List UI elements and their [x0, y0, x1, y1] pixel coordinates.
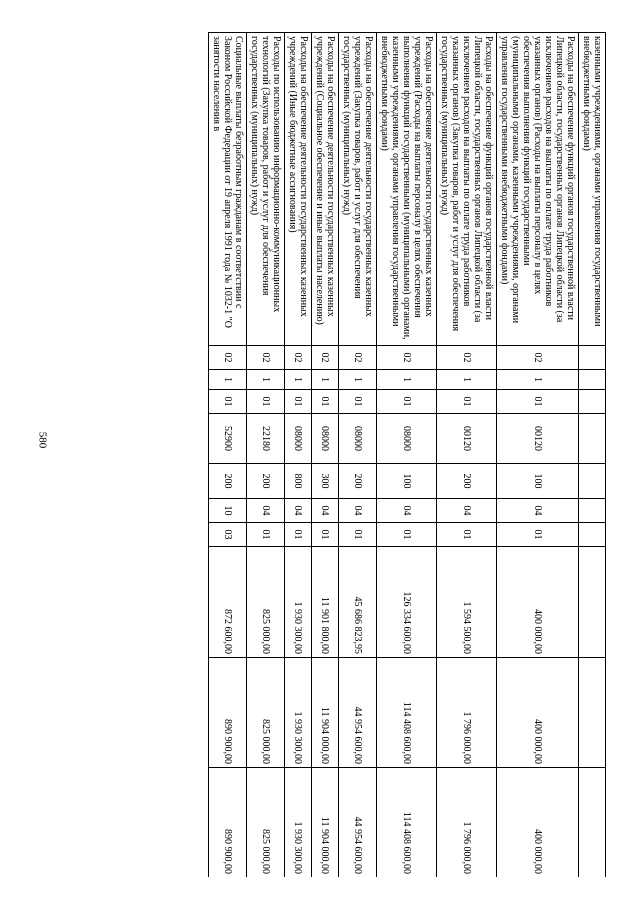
- page-number: 580: [36, 431, 49, 449]
- code-subprogram: 1: [377, 370, 437, 390]
- code-program: 02: [285, 346, 312, 370]
- code-subsection: [579, 523, 606, 547]
- amount-year-3: 825 000,00: [247, 768, 285, 878]
- code-direction: 08000: [312, 414, 339, 464]
- amount-year-1: [579, 547, 606, 658]
- code-program: 02: [339, 346, 377, 370]
- table-row: [579, 33, 606, 878]
- table-container: [68, 32, 606, 877]
- amount-year-1: 872 600,00: [209, 547, 247, 658]
- code-main-event: 01: [377, 390, 437, 414]
- code-section: 04: [339, 499, 377, 523]
- code-program: 02: [437, 346, 497, 370]
- code-expense-type: 200: [247, 464, 285, 499]
- code-program: 02: [497, 346, 579, 370]
- code-subsection: 01: [437, 523, 497, 547]
- row-name: Расходы по использованию информационно-коммуникационных технологий (Закупка товаров, работ и услуг для обеспечения государственных (муниципальных) нужд): [247, 33, 285, 346]
- code-subsection: 01: [497, 523, 579, 547]
- code-expense-type: 100: [497, 464, 579, 499]
- table-row: [497, 33, 579, 878]
- code-main-event: 01: [497, 390, 579, 414]
- code-expense-type: 100: [377, 464, 437, 499]
- code-expense-type: 200: [339, 464, 377, 499]
- amount-year-1: 126 334 600,00: [377, 547, 437, 658]
- code-program: 02: [377, 346, 437, 370]
- code-subsection: 01: [285, 523, 312, 547]
- code-section: [579, 499, 606, 523]
- code-section: 04: [377, 499, 437, 523]
- code-subprogram: 1: [312, 370, 339, 390]
- row-name: Расходы на обеспечение деятельности государственных казенных учреждений (Закупка товаров, работ и услуг для обеспечения государственных (муниципальных) нужд): [339, 33, 377, 346]
- amount-year-2: 1 796 000,00: [437, 658, 497, 768]
- amount-year-2: 44 954 600,00: [339, 658, 377, 768]
- table-row: [437, 33, 497, 878]
- amount-year-3: 400 000,00: [497, 768, 579, 878]
- table-row: [209, 33, 247, 878]
- code-direction: 00120: [497, 414, 579, 464]
- code-main-event: 01: [247, 390, 285, 414]
- code-section: 04: [285, 499, 312, 523]
- code-section: 04: [437, 499, 497, 523]
- code-section: 04: [312, 499, 339, 523]
- code-direction: 00120: [437, 414, 497, 464]
- budget-table: [208, 32, 606, 877]
- code-subsection: 01: [247, 523, 285, 547]
- code-program: [579, 346, 606, 370]
- code-section: 10: [209, 499, 247, 523]
- amount-year-3: 1 796 000,00: [437, 768, 497, 878]
- code-direction: [579, 414, 606, 464]
- code-section: 04: [247, 499, 285, 523]
- code-main-event: 01: [312, 390, 339, 414]
- code-main-event: 01: [339, 390, 377, 414]
- amount-year-3: 114 408 600,00: [377, 768, 437, 878]
- amount-year-2: 825 000,00: [247, 658, 285, 768]
- amount-year-2: 400 000,00: [497, 658, 579, 768]
- amount-year-3: 44 954 600,00: [339, 768, 377, 878]
- code-expense-type: 300: [312, 464, 339, 499]
- row-name: Расходы на обеспечение функций органов государственной власти Липецкой области, государственных органов Липецкой области (за исключением расходов на выплаты по оплате труда работников указанных органов) (Расходы на выплаты персоналу в целях обеспечения выполнения функций государственными (муниципальными) органами, казенными учреждениями, органами управления государственными внебюджетными фондами): [497, 33, 579, 346]
- code-main-event: 01: [285, 390, 312, 414]
- amount-year-2: 890 900,00: [209, 658, 247, 768]
- row-name: Расходы на обеспечение деятельности государственных казенных учреждений (Социальное обеспечение и иные выплаты населению): [312, 33, 339, 346]
- amount-year-3: 890 900,00: [209, 768, 247, 878]
- code-direction: 08000: [339, 414, 377, 464]
- code-subprogram: 1: [209, 370, 247, 390]
- amount-year-2: 11 904 000,00: [312, 658, 339, 768]
- amount-year-3: [579, 768, 606, 878]
- amount-year-3: 1 930 300,00: [285, 768, 312, 878]
- code-subprogram: 1: [339, 370, 377, 390]
- code-program: 02: [247, 346, 285, 370]
- code-direction: 52900: [209, 414, 247, 464]
- table-row: [339, 33, 377, 878]
- code-subprogram: [579, 370, 606, 390]
- code-subsection: 01: [377, 523, 437, 547]
- amount-year-2: 1 930 300,00: [285, 658, 312, 768]
- amount-year-1: 45 686 823,95: [339, 547, 377, 658]
- code-subsection: 01: [312, 523, 339, 547]
- table-row: [247, 33, 285, 878]
- code-expense-type: 200: [209, 464, 247, 499]
- amount-year-3: 11 904 000,00: [312, 768, 339, 878]
- table-row: [377, 33, 437, 878]
- code-direction: 22180: [247, 414, 285, 464]
- code-subsection: 03: [209, 523, 247, 547]
- table-row: [285, 33, 312, 878]
- code-subsection: 01: [339, 523, 377, 547]
- table-row: [312, 33, 339, 878]
- rotated-page: [68, 32, 606, 877]
- row-name: Расходы на обеспечение деятельности государственных казенных учреждений (Иные бюджетные ассигнования): [285, 33, 312, 346]
- amount-year-1: 11 901 800,00: [312, 547, 339, 658]
- code-program: 02: [312, 346, 339, 370]
- row-name: казенными учреждениями, органами управления государственными внебюджетными фондами): [579, 33, 606, 346]
- code-expense-type: 800: [285, 464, 312, 499]
- code-program: 02: [209, 346, 247, 370]
- code-subprogram: 1: [437, 370, 497, 390]
- code-expense-type: [579, 464, 606, 499]
- row-name: Расходы на обеспечение деятельности государственных казенных учреждений (Расходы на выплаты персоналу в целях обеспечения выполнения функций государственными (муниципальными) органами, казенными учреждениями, органами управления государственными внебюджетными фондами): [377, 33, 437, 346]
- amount-year-1: 1 594 500,00: [437, 547, 497, 658]
- row-name: Расходы на обеспечение функций органов государственной власти Липецкой области, государственных органов Липецкой области (за исключением расходов на выплаты по оплате труда работников указанных органов) (Закупка товаров, работ и услуг для обеспечения государственных (муниципальных) нужд): [437, 33, 497, 346]
- code-main-event: [579, 390, 606, 414]
- amount-year-1: 1 930 300,00: [285, 547, 312, 658]
- amount-year-1: 400 000,00: [497, 547, 579, 658]
- code-main-event: 01: [209, 390, 247, 414]
- row-name: Социальные выплаты безработным гражданам в соответствии с Законом Российской Федерации от 19 апреля 1991 года № 1032-1 "О занятости населения в: [209, 33, 247, 346]
- code-subprogram: 1: [247, 370, 285, 390]
- code-subprogram: 1: [285, 370, 312, 390]
- code-subprogram: 1: [497, 370, 579, 390]
- amount-year-1: 825 000,00: [247, 547, 285, 658]
- code-section: 04: [497, 499, 579, 523]
- code-direction: 08000: [285, 414, 312, 464]
- amount-year-2: [579, 658, 606, 768]
- code-main-event: 01: [437, 390, 497, 414]
- amount-year-2: 114 408 600,00: [377, 658, 437, 768]
- code-direction: 08000: [377, 414, 437, 464]
- code-expense-type: 200: [437, 464, 497, 499]
